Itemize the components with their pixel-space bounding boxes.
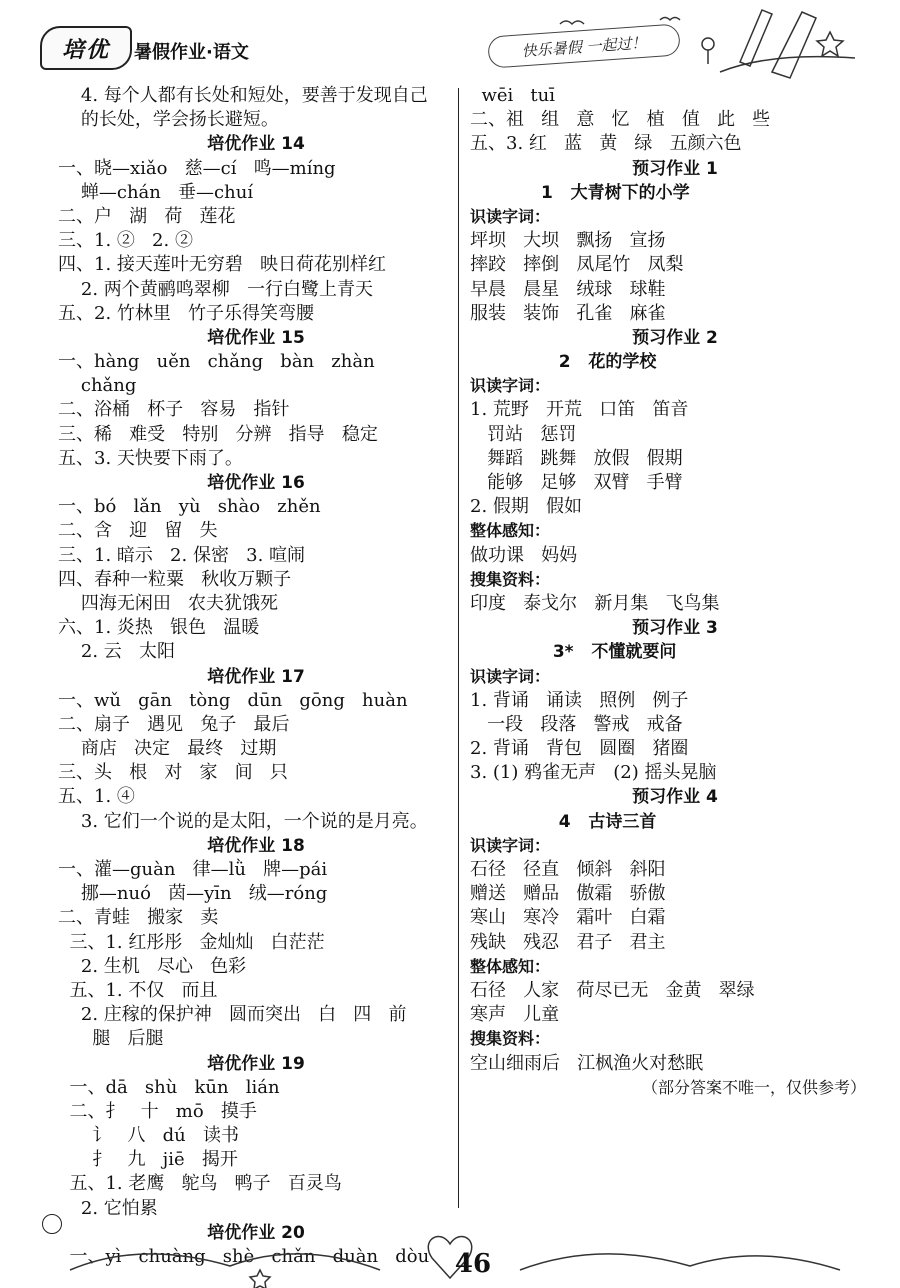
- section-heading: 预习作业 3: [632, 618, 718, 639]
- answer-line: 早晨 晨星 绒球 球鞋: [470, 278, 666, 300]
- section-heading: 培优作业 14: [207, 134, 305, 155]
- answer-line: 讠 八 dú 读书: [58, 1125, 239, 1147]
- answer-line: 四、春种一粒粟 秋收万颗子: [58, 568, 292, 590]
- subsection-label: 搜集资料：: [470, 1029, 551, 1049]
- answer-line: 六、1. 炎热 银色 温暖: [58, 617, 260, 639]
- answer-line: 3. (1) 鸦雀无声 (2) 摇头晃脑: [470, 762, 717, 784]
- answer-line: 五、3. 红 蓝 黄 绿 五颜六色: [470, 133, 742, 155]
- answer-line: 一、dā shù kūn lián: [58, 1076, 280, 1098]
- answer-line: 赠送 赠品 傲霜 骄傲: [470, 883, 666, 905]
- answer-line: wēi tuī: [470, 85, 556, 106]
- answer-line: 二、户 湖 荷 莲花: [58, 205, 236, 227]
- pencil-icon: [740, 10, 772, 66]
- answer-line: 二、扌 十 mō 摸手: [58, 1100, 257, 1122]
- answer-line: 一、bó lǎn yù shào zhěn: [58, 496, 321, 518]
- section-heading: 预习作业 2: [632, 327, 718, 348]
- answer-line: 1. 荒野 开荒 口笛 笛音: [470, 399, 689, 421]
- answer-line: 挪—nuó 茵—yīn 绒—róng: [58, 883, 328, 905]
- answer-line: 4. 每个人都有长处和短处，要善于发现自己: [58, 85, 428, 106]
- answer-line: 二、祖 组 意 忆 植 值 此 些: [470, 109, 771, 131]
- bird-icon: [660, 18, 680, 21]
- lesson-title: 2 花的学校: [470, 352, 657, 373]
- answer-line: 五、1. 老鹰 鸵鸟 鸭子 百灵鸟: [58, 1173, 342, 1195]
- star-icon: [817, 32, 843, 56]
- answer-line: 摔跤 摔倒 凤尾竹 凤梨: [470, 254, 684, 276]
- answer-line: 三、稀 难受 特别 分辨 指导 稳定: [58, 423, 378, 445]
- reference-note: （部分答案不唯一，仅供参考）: [641, 1077, 866, 1097]
- answer-line: 舞蹈 跳舞 放假 假期: [470, 447, 683, 469]
- answer-line: 2. 它怕累: [58, 1197, 158, 1219]
- slogan-banner: 快乐暑假 一起过！: [487, 23, 681, 68]
- answer-line: 2. 生机 尽心 色彩: [58, 955, 247, 977]
- lesson-title: 3* 不懂就要问: [470, 642, 677, 663]
- answer-line: 一、wǔ gān tòng dūn gōng huàn: [58, 689, 408, 711]
- answer-line: 印度 泰戈尔 新月集 飞鸟集: [470, 592, 720, 614]
- answer-line: 石径 人家 荷尽已无 金黄 翠绿: [470, 979, 755, 1001]
- answer-line: 腿 后腿: [58, 1028, 164, 1050]
- answer-line: 五、1. ④: [58, 786, 135, 808]
- answer-line: 二、扇子 遇见 兔子 最后: [58, 713, 290, 735]
- subsection-label: 搜集资料：: [470, 569, 551, 589]
- answer-line: 服装 装饰 孔雀 麻雀: [470, 302, 666, 324]
- star-icon: [250, 1270, 270, 1288]
- answer-line: 五、3. 天快要下雨了。: [58, 447, 243, 469]
- answer-line: 三、1. 红彤彤 金灿灿 白茫茫: [58, 931, 325, 953]
- answer-line: 三、头 根 对 家 间 只: [58, 762, 288, 784]
- answer-line: 一、yì chuàng shè chǎn duàn dòu: [58, 1246, 430, 1267]
- subsection-label: 识读字词：: [470, 206, 551, 226]
- answer-line: 做功课 妈妈: [470, 544, 578, 566]
- answer-line: 二、青蛙 搬家 卖: [58, 907, 219, 929]
- answer-line: 五、2. 竹林里 竹子乐得笑弯腰: [58, 302, 315, 324]
- answer-line: 残缺 残忍 君子 君主: [470, 931, 666, 953]
- answer-line: 3. 它们一个说的是太阳，一个说的是月亮。: [58, 810, 428, 832]
- answer-line: chǎng: [58, 375, 137, 397]
- answer-line: 2. 庄稼的保护神 圆而突出 白 四 前: [58, 1004, 407, 1026]
- answer-line: 一、晓—xiǎo 慈—cí 鸣—míng: [58, 157, 336, 179]
- answer-line: 的长处，学会扬长避短。: [58, 109, 279, 131]
- answer-line: 1. 背诵 诵读 照例 例子: [470, 689, 689, 711]
- answer-line: 三、1. ② 2. ②: [58, 230, 193, 252]
- answer-line: 二、含 迎 留 失: [58, 520, 218, 542]
- answer-line: 能够 足够 双臂 手臂: [470, 472, 683, 493]
- answer-line: 蝉—chán 垂—chuí: [58, 181, 254, 203]
- rocket-icon: [772, 12, 816, 78]
- subsection-label: 整体感知：: [470, 956, 551, 976]
- subsection-label: 识读字词：: [470, 666, 551, 686]
- balloon-icon: [702, 38, 714, 50]
- section-heading: 培优作业 16: [207, 473, 305, 493]
- subsection-label: 识读字词：: [470, 376, 551, 396]
- answer-line: 一段 段落 警戒 戒备: [470, 713, 683, 735]
- bird-icon: [560, 21, 584, 24]
- section-heading: 培优作业 18: [207, 835, 305, 856]
- section-heading: 培优作业 17: [207, 666, 305, 687]
- answer-line: 一、灌—guàn 律—lǜ 牌—pái: [58, 859, 328, 880]
- answer-line: 四、1. 接天莲叶无穷碧 映日荷花别样红: [58, 254, 387, 276]
- section-heading: 预习作业 4: [632, 787, 718, 808]
- lesson-title: 1 大青树下的小学: [470, 182, 690, 203]
- column-divider: [458, 88, 459, 1208]
- decorative-header-art: [540, 2, 860, 82]
- answer-line: 寒山 寒冷 霜叶 白霜: [470, 907, 666, 929]
- brand-logo: 培优: [40, 26, 132, 70]
- answer-line: 2. 云 太阳: [58, 641, 175, 663]
- page-number: 46: [454, 1249, 492, 1279]
- subsection-label: 整体感知：: [470, 521, 551, 541]
- section-heading: 预习作业 1: [632, 158, 718, 179]
- lesson-title: 4 古诗三首: [470, 811, 657, 832]
- answer-line: 四海无闲田 农夫犹饿死: [58, 592, 279, 614]
- answer-line: 一、hàng uěn chǎng bàn zhàn: [58, 351, 375, 373]
- answer-line: 商店 决定 最终 过期: [58, 738, 277, 760]
- answer-line: 坪坝 大坝 飘扬 宣扬: [470, 230, 666, 252]
- section-heading: 培优作业 15: [207, 327, 305, 348]
- left-answer-column: [58, 84, 454, 1269]
- answer-line: 石径 径直 倾斜 斜阳: [470, 859, 666, 880]
- answer-line: 扌 九 jiē 揭开: [58, 1149, 238, 1171]
- answer-line: 二、浴桶 杯子 容易 指针: [58, 399, 290, 421]
- answer-line: 2. 两个黄鹂鸣翠柳 一行白鹭上青天: [58, 278, 373, 300]
- section-heading: 培优作业 19: [207, 1053, 305, 1074]
- book-title: 暑假作业·语文: [134, 42, 249, 63]
- right-answer-column: [470, 84, 880, 1100]
- answer-line: 2. 背诵 背包 圆圈 猪圈: [470, 738, 689, 760]
- answer-line: 五、1. 不仅 而且: [58, 979, 218, 1001]
- answer-line: 寒声 儿童: [470, 1004, 560, 1026]
- answer-line: 罚站 惩罚: [470, 423, 577, 445]
- answer-line: 2. 假期 假如: [470, 496, 583, 518]
- section-heading: 培优作业 20: [207, 1222, 305, 1243]
- answer-line: 空山细雨后 江枫渔火对愁眠: [470, 1052, 704, 1074]
- subsection-label: 识读字词：: [470, 835, 551, 855]
- answer-line: 三、1. 暗示 2. 保密 3. 喧闹: [58, 544, 306, 566]
- circle-bullet-icon: [42, 1214, 62, 1234]
